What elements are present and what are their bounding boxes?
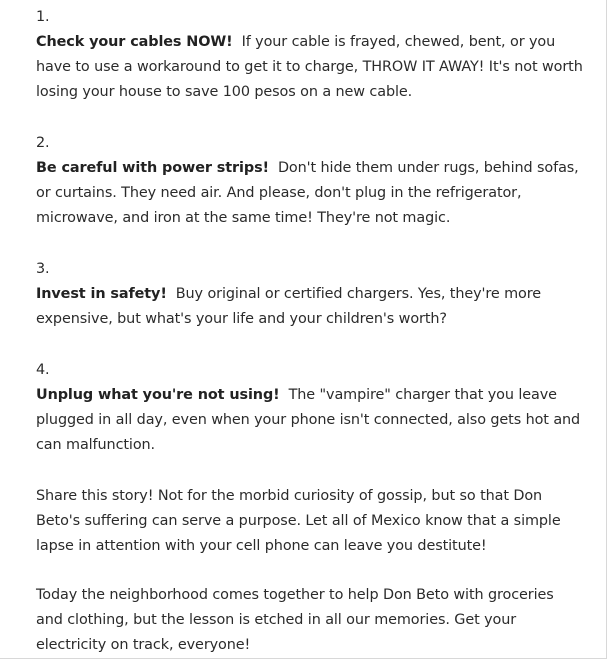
tip-item-1: [36, 5, 584, 105]
tip-title: Check your cables NOW!: [36, 34, 233, 50]
tip-number: 2.: [36, 135, 50, 151]
tip-text: If your cable is frayed, chewed, bent, or you have to use a workaround to get it to charge, THROW IT AWAY! It's not worth losing your house to save 100 pesos on a new cable.: [36, 34, 583, 100]
tip-text: Buy original or certified chargers. Yes, they're more expensive, but what's your life and your children's worth?: [36, 286, 541, 327]
closing-paragraph: Today the neighborhood comes together to help Don Beto with groceries and clothing, but the lesson is etched in all our memories. Get your electricity on track, everyone!: [36, 587, 554, 653]
tip-item-3: [36, 257, 584, 332]
tip-title: Invest in safety!: [36, 286, 167, 302]
article-body: [36, 5, 584, 658]
tip-body: [36, 30, 584, 105]
tip-body: [36, 383, 584, 458]
tip-number: 4.: [36, 362, 50, 378]
tip-body: [36, 156, 584, 231]
tip-text: Don't hide them under rugs, behind sofas, or curtains. They need air. And please, don't plug in the refrigerator, microwave, and iron at the same time! They're not magic.: [36, 160, 579, 226]
tip-title: Unplug what you're not using!: [36, 387, 280, 403]
tip-item-4: [36, 358, 584, 458]
tip-number: 3.: [36, 261, 50, 277]
tip-title: Be careful with power strips!: [36, 160, 269, 176]
tip-body: [36, 282, 584, 332]
share-paragraph: Share this story! Not for the morbid curiosity of gossip, but so that Don Beto's suffering can serve a purpose. Let all of Mexico know that a simple lapse in attention with your cell phone can leave you destitute!: [36, 488, 561, 554]
tip-text: The "vampire" charger that you leave plugged in all day, even when your phone isn't connected, also gets hot and can malfunction.: [36, 387, 581, 453]
tip-number: 1.: [36, 9, 50, 25]
tip-item-2: [36, 131, 584, 231]
